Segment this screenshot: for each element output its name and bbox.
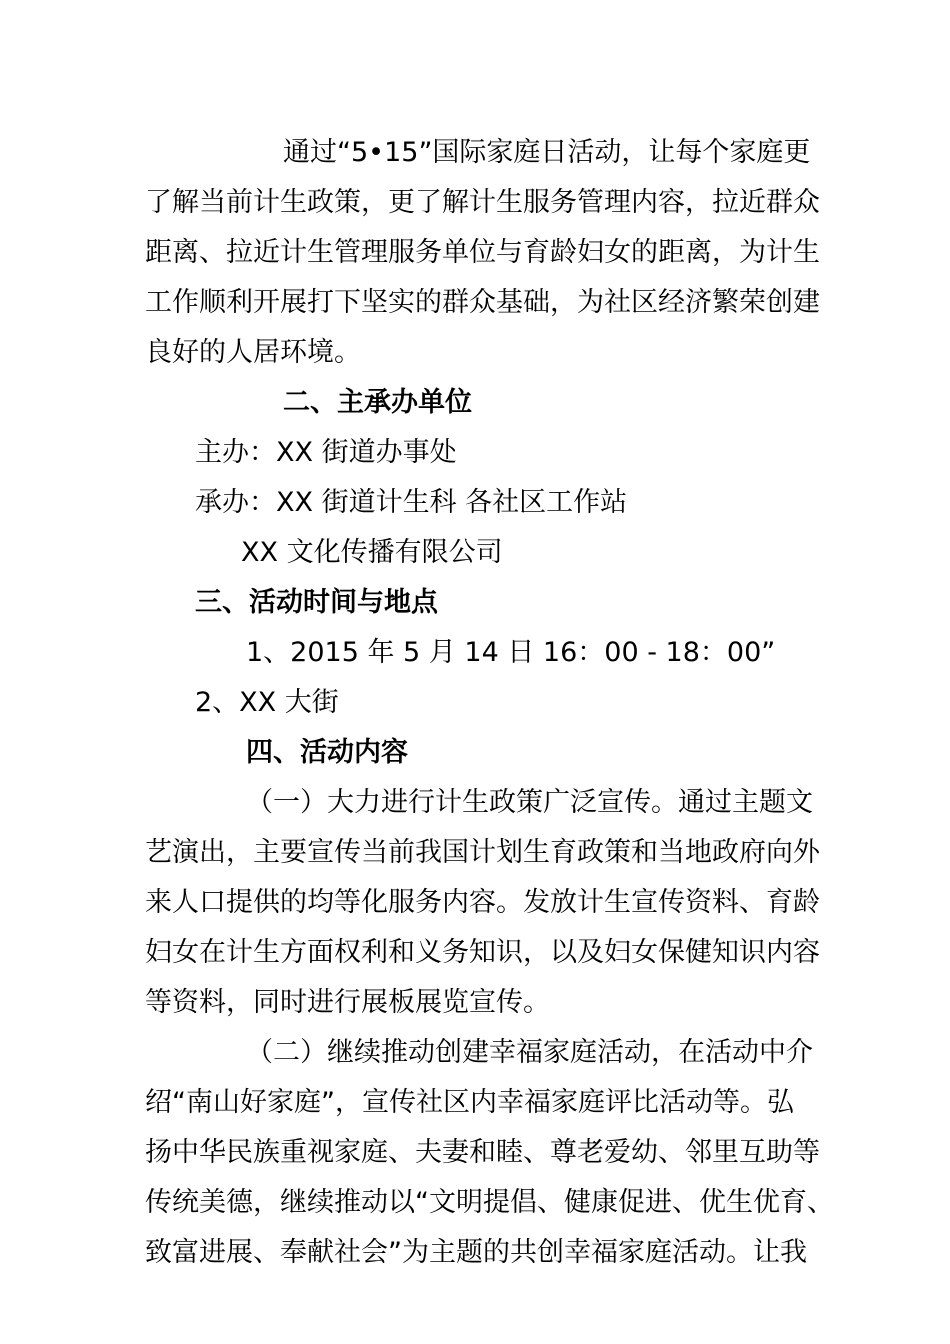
- content-para2-line-5: 致富进展、奉献社会”为主题的共创幸福家庭活动。让我: [145, 1237, 807, 1268]
- co-organizer-extra-line: XX 文化传播有限公司: [241, 537, 503, 568]
- section-heading-time-place: 三、活动时间与地点: [195, 587, 438, 618]
- content-para1-line-5: 等资料，同时进行展板展览宣传。: [145, 987, 550, 1018]
- intro-line-4: 工作顺利开展打下坚实的群众基础，为社区经济繁荣创建: [145, 287, 820, 318]
- content-para1-line-2: 艺演出，主要宣传当前我国计划生育政策和当地政府向外: [145, 837, 820, 868]
- content-para2-line-1: （二）继续推动创建幸福家庭活动，在活动中介: [246, 1037, 813, 1068]
- co-organizer-line: 承办：XX 街道计生科 各社区工作站: [195, 487, 628, 518]
- content-para1-line-3: 来人口提供的均等化服务内容。发放计生宣传资料、育龄: [145, 887, 820, 918]
- organizer-line: 主办：XX 街道办事处: [195, 437, 457, 468]
- intro-line-5: 良好的人居环境。: [145, 337, 361, 368]
- intro-line-3: 距离、拉近计生管理服务单位与育龄妇女的距离，为计生: [145, 237, 820, 268]
- content-para1-line-4: 妇女在计生方面权利和义务知识，以及妇女保健知识内容: [145, 937, 820, 968]
- content-para2-line-2: 绍“南山好家庭”，宣传社区内幸福家庭评比活动等。弘: [145, 1087, 794, 1118]
- place-item: 2、XX 大街: [195, 687, 339, 718]
- time-item: 1、2015 年 5 月 14 日 16：00 - 18：00”: [246, 637, 776, 668]
- section-heading-organizers: 二、主承办单位: [283, 387, 472, 418]
- section-heading-content: 四、活动内容: [246, 737, 408, 768]
- content-para1-line-1: （一）大力进行计生政策广泛宣传。通过主题文: [246, 787, 813, 818]
- intro-line-2: 了解当前计生政策，更了解计生服务管理内容，拉近群众: [145, 187, 820, 218]
- content-para2-line-4: 传统美德，继续推动以“文明提倡、健康促进、优生优育、: [145, 1187, 834, 1218]
- intro-line-1: 通过“5•15”国际家庭日活动，让每个家庭更: [283, 137, 811, 168]
- content-para2-line-3: 扬中华民族重视家庭、夫妻和睦、尊老爱幼、邻里互助等: [145, 1137, 820, 1168]
